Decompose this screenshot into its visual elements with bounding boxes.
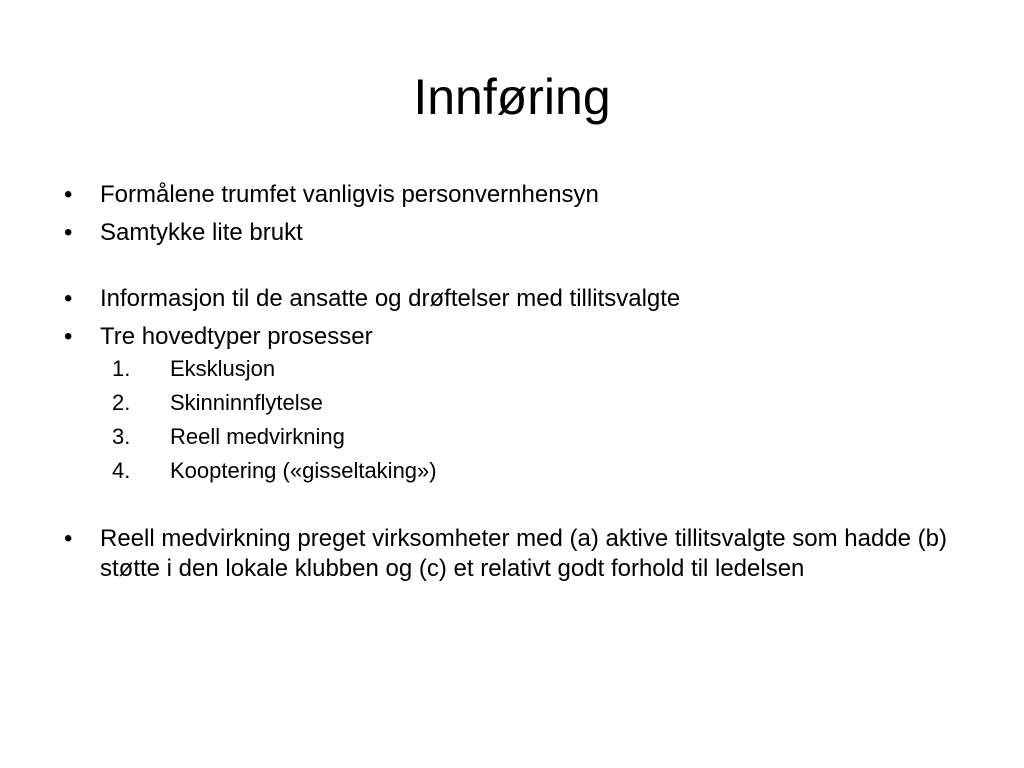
bullet-item bbox=[60, 524, 960, 584]
bullet-item bbox=[60, 284, 960, 314]
bullet-icon: • bbox=[64, 323, 73, 350]
numbered-item bbox=[60, 454, 960, 488]
item-number: 1. bbox=[112, 356, 131, 381]
bullet-icon: • bbox=[64, 219, 73, 246]
bullet-item bbox=[60, 218, 960, 248]
numbered-item bbox=[60, 386, 960, 420]
slide-body bbox=[60, 180, 960, 584]
bullet-item bbox=[60, 180, 960, 210]
bullet-text: Tre hovedtyper prosesser bbox=[100, 323, 373, 350]
numbered-item bbox=[60, 420, 960, 454]
item-number: 3. bbox=[112, 424, 131, 449]
item-label: Skinninnflytelse bbox=[170, 390, 323, 415]
bullet-icon: • bbox=[64, 285, 73, 312]
item-number: 2. bbox=[112, 390, 131, 415]
bullet-text: Samtykke lite brukt bbox=[100, 219, 303, 246]
bullet-text: Reell medvirkning preget virksomheter med (a) aktive tillitsvalgte som hadde (b) støtte i den lokale klubben og (c) et relativt godt forhold til ledelsen bbox=[100, 525, 948, 582]
item-label: Reell medvirkning bbox=[170, 424, 345, 449]
item-number: 4. bbox=[112, 458, 131, 483]
bullet-text: Informasjon til de ansatte og drøftelser med tillitsvalgte bbox=[100, 285, 681, 312]
bullet-text: Formålene trumfet vanligvis personvernhensyn bbox=[100, 181, 599, 208]
numbered-item bbox=[60, 352, 960, 386]
item-label: Eksklusjon bbox=[170, 356, 276, 381]
bullet-icon: • bbox=[64, 181, 73, 208]
item-label: Kooptering («gisseltaking») bbox=[170, 458, 437, 483]
bullet-item bbox=[60, 322, 960, 352]
slide-title: Innføring bbox=[413, 69, 611, 125]
bullet-icon: • bbox=[64, 525, 73, 552]
